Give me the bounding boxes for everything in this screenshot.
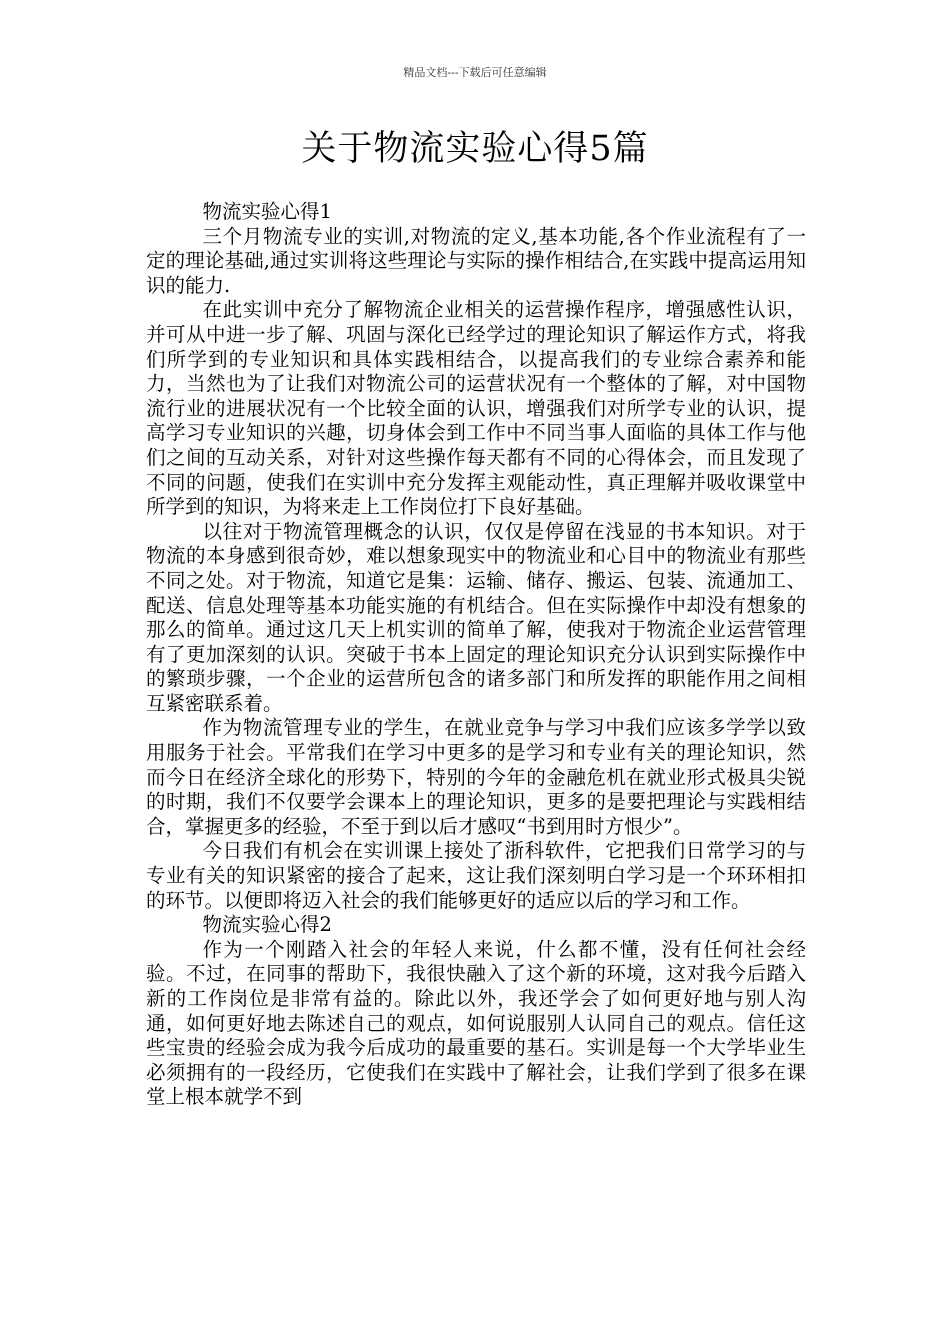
paragraph: 作为一个刚踏入社会的年轻人来说，什么都不懂，没有任何社会经验。不过，在同事的帮助下，我很快融入了这个新的环境，这对我今后踏入新的工作岗位是非常有益的。除此以外，我还学会了如何更好地与别人沟通，如何更好地去陈述自己的观点，如何说服别人认同自己的观点。信任这些宝贵的经验会成为我今后成功的最重要的基石。实训是每一个大学毕业生必须拥有的一段经历，它使我们在实践中了解社会，让我们学到了很多在课堂上根本就学不到 — [146, 937, 806, 1109]
paragraph: 三个月物流专业的实训,对物流的定义,基本功能,各个作业流程有了一定的理论基础,通过实训将这些理论与实际的操作相结合,在实践中提高运用知识的能力. — [146, 224, 806, 297]
paragraph: 以往对于物流管理概念的认识，仅仅是停留在浅显的书本知识。对于物流的本身感到很奇妙，难以想象现实中的物流业和心目中的物流业有那些不同之处。对于物流，知道它是集：运输、储存、搬运、包装、流通加工、配送、信息处理等基本功能实施的有机结合。但在实际操作中却没有想象的那么的简单。通过这几天上机实训的简单了解，使我对于物流企业运营管理有了更加深刻的认识。突破于书本上固定的理论知识充分认识到实际操作中的繁琐步骤，一个企业的运营所包含的诸多部门和所发挥的职能作用之间相互紧密联系着。 — [146, 519, 806, 715]
paragraph: 今日我们有机会在实训课上接处了浙科软件，它把我们日常学习的与专业有关的知识紧密的接合了起来，这让我们深刻明白学习是一个环环相扣的环节。以便即将迈入社会的我们能够更好的适应以后的学习和工作。 — [146, 839, 806, 912]
document-title: 关于物流实验心得5篇 — [301, 129, 649, 169]
paragraph: 作为物流管理专业的学生，在就业竞争与学习中我们应该多学学以致用服务于社会。平常我们在学习中更多的是学习和专业有关的理论知识，然而今日在经济全球化的形势下，特别的今年的金融危机在就业形式极具尖锐的时期，我们不仅要学会课本上的理论知识，更多的是要把理论与实践相结合，掌握更多的经验，不至于到以后才感叹“书到用时方恨少”。 — [146, 716, 806, 838]
header-note: 精品文档---下载后可任意编辑 — [403, 66, 547, 79]
section-heading: 物流实验心得1 — [202, 200, 332, 223]
section-heading: 物流实验心得2 — [202, 913, 332, 937]
document-body — [146, 200, 806, 1110]
paragraph: 在此实训中充分了解物流企业相关的运营操作程序，增强感性认识，并可从中进一步了解、巩固与深化已经学过的理论知识了解运作方式，将我们所学到的专业知识和具体实践相结合，以提高我们的专业综合素养和能力，当然也为了让我们对物流公司的运营状况有一个整体的了解，对中国物流行业的进展状况有一个比较全面的认识，增强我们对所学专业的认识，提高学习专业知识的兴趣，切身体会到工作中不同当事人面临的具体工作与他们之间的互动关系，对针对这些操作每天都有不同的心得体会，而且发现了不同的问题，使我们在实训中充分发挥主观能动性，真正理解并吸收课堂中所学到的知识，为将来走上工作岗位打下良好基础。 — [146, 298, 806, 519]
